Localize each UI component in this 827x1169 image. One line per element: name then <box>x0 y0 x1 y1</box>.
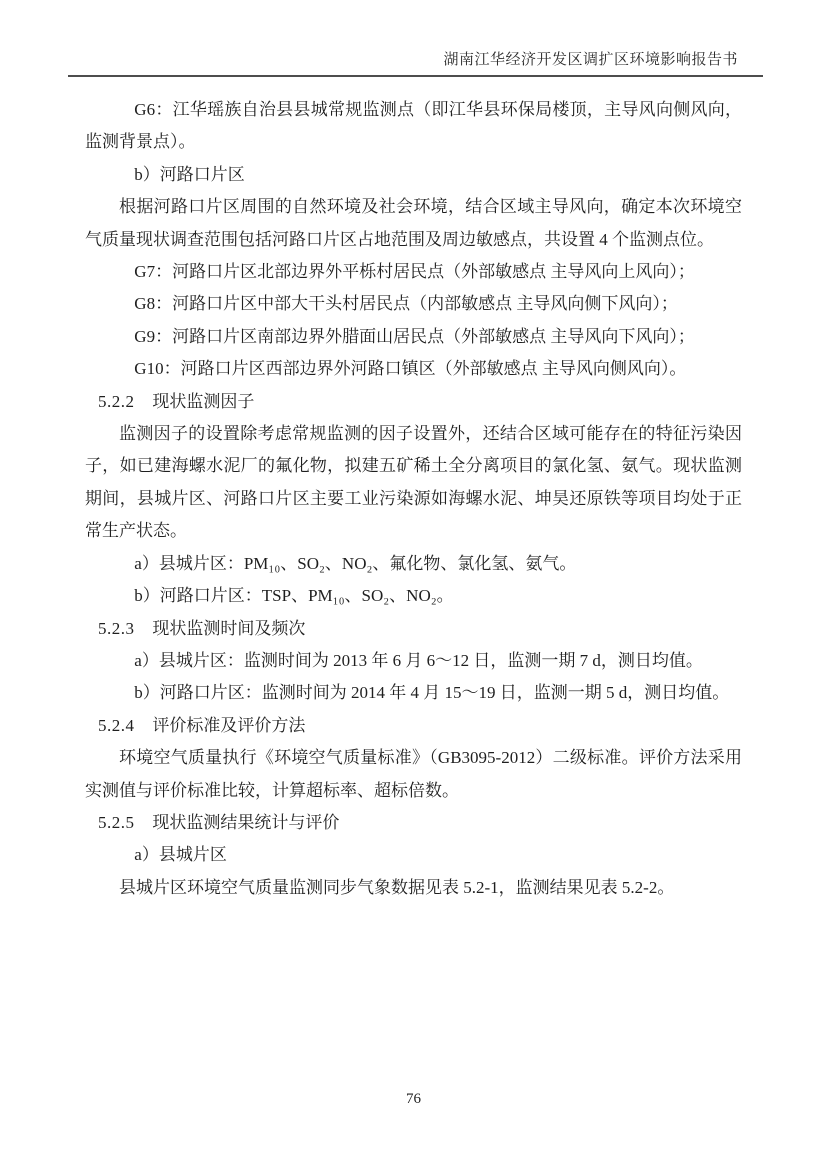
paragraph: 根据河路口片区周围的自然环境及社会环境，结合区域主导风向，确定本次环境空气质量现状调查范围包括河路口片区占地范围及周边敏感点，共设置 4 个监测点位。 <box>85 197 742 249</box>
section-heading <box>85 613 742 645</box>
list-item: G10：河路口片区西部边界外河路口镇区（外部敏感点 主导风向侧风向）。 <box>134 359 687 379</box>
paragraph: 监测因子的设置除考虑常规监测的因子设置外，还结合区域可能存在的特征污染因子，如已建海螺水泥厂的氟化物，拟建五矿稀土全分离项目的氯化氢、氨气。现状监测期间，县城片区、河路口片区主要工业污染源如海螺水泥、坤昊还原铁等项目均处于正常生产状态。 <box>85 424 742 541</box>
section-number: 5.2.5 <box>98 812 135 832</box>
list-item: G7：河路口片区北部边界外平栎村居民点（外部敏感点 主导风向上风向）； <box>134 262 695 282</box>
section-number: 5.2.2 <box>98 391 135 411</box>
page-footer <box>0 1090 827 1108</box>
list-item: b）河路口片区：监测时间为 2014 年 4 月 15～19 日，监测一期 5 d，测日均值。 <box>134 683 730 703</box>
document-body <box>85 94 742 904</box>
section-number: 5.2.3 <box>98 618 135 638</box>
page-header <box>68 50 763 85</box>
paragraph: 县城片区环境空气质量监测同步气象数据见表 5.2-1，监测结果见表 5.2-2。 <box>119 877 675 897</box>
section-heading <box>85 386 742 418</box>
list-item: b）河路口片区：TSP、PM₁₀、SO₂、NO₂。 <box>134 586 454 606</box>
list-item: G9：河路口片区南部边界外腊面山居民点（外部敏感点 主导风向下风向）； <box>134 326 695 346</box>
section-title: 现状监测时间及频次 <box>152 618 306 638</box>
list-item: a）县城片区：监测时间为 2013 年 6 月 6～12 日，监测一期 7 d，测日均值。 <box>134 650 703 670</box>
section-heading <box>85 710 742 742</box>
paragraph: 环境空气质量执行《环境空气质量标准》（GB3095-2012）二级标准。评价方法采用实测值与评价标准比较，计算超标率、超标倍数。 <box>85 748 742 800</box>
section-title: 现状监测结果统计与评价 <box>152 812 340 832</box>
header-title: 湖南江华经济开发区调扩区环境影响报告书 <box>443 52 738 68</box>
list-item: G8：河路口片区中部大干头村居民点（内部敏感点 主导风向侧下风向）； <box>134 294 678 314</box>
section-title: 评价标准及评价方法 <box>152 715 306 735</box>
section-number: 5.2.4 <box>98 715 135 735</box>
list-item: a）县城片区：PM₁₀、SO₂、NO₂、氟化物、氯化氢、氨气。 <box>134 553 577 573</box>
page-number: 76 <box>406 1091 421 1107</box>
list-item: G6：江华瑶族自治县县城常规监测点（即江华县环保局楼顶，主导风向侧风向，监测背景点）。 <box>85 100 742 152</box>
section-title: 现状监测因子 <box>152 391 255 411</box>
list-item: b）河路口片区 <box>134 164 245 184</box>
section-heading <box>85 807 742 839</box>
header-rule <box>68 75 763 77</box>
list-item: a）县城片区 <box>134 845 227 865</box>
